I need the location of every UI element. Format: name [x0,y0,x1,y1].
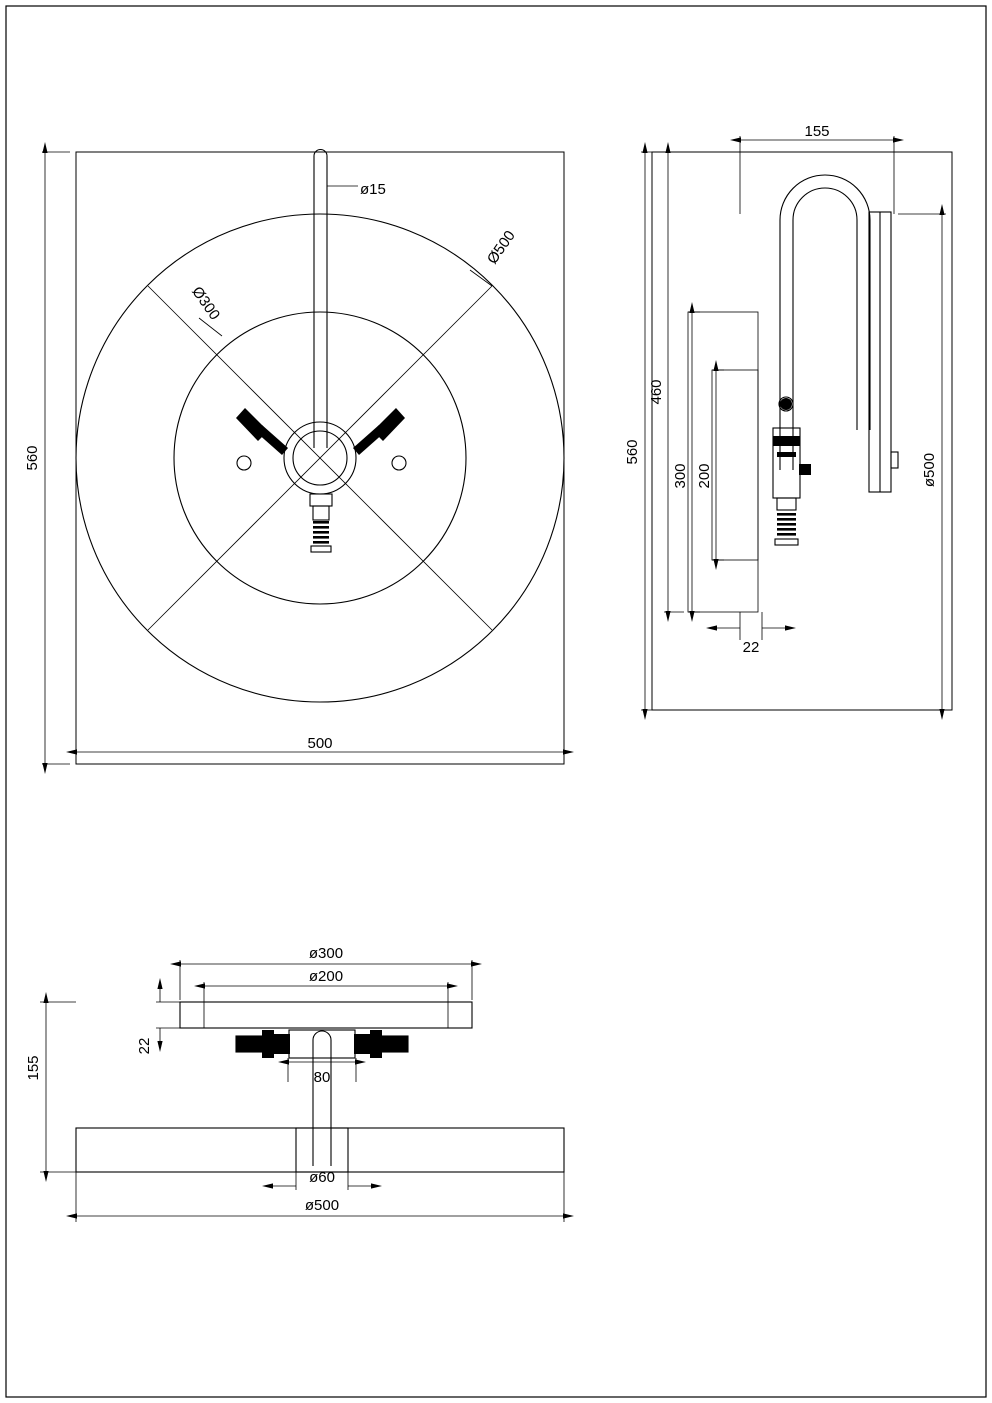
dim-label-155-front: 155 [25,1055,42,1081]
dim-label-500-top: 500 [307,735,333,752]
dim-label-200-side: 200 [696,463,713,489]
dim-label-22-side: 22 [742,639,760,656]
dim-label-dia200-front: ø200 [308,968,344,985]
dim-label-dia300-front: ø300 [308,945,344,962]
dim-label-dia500-side: ø500 [921,452,938,488]
dim-label-22-front: 22 [136,1037,153,1055]
dim-label-dia500-top: Ø500 [483,227,519,268]
side-elevation-geometry [641,136,952,710]
front-elevation-geometry [40,960,564,1222]
dim-label-dia300-top: Ø300 [188,283,224,324]
plan-view-geometry [42,150,564,765]
dim-label-560-top: 560 [24,445,41,471]
dim-label-dia15: ø15 [360,181,386,198]
dim-label-80-front: 80 [313,1069,331,1086]
dim-label-460-side: 460 [648,379,665,405]
dim-label-300-side: 300 [672,463,689,489]
dim-label-dia60-front: ø60 [309,1169,335,1186]
dim-label-560-side: 560 [624,439,641,465]
dim-label-dia500-front: ø500 [304,1197,340,1214]
dim-label-155-side: 155 [804,123,830,140]
